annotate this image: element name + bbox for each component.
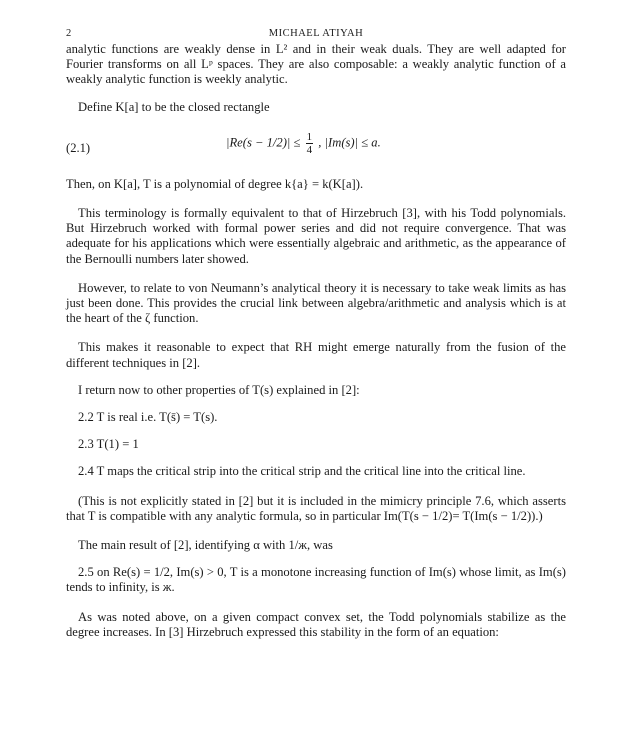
property-2-3: 2.3 T(1) = 1 xyxy=(78,437,139,452)
equation-fraction xyxy=(306,131,314,156)
equation-rhs: , |Im(s)| ≤ a. xyxy=(318,135,381,150)
equation-formula xyxy=(226,131,381,156)
property-2-4: 2.4 T maps the critical strip into the critical strip and the critical line into the critical line. xyxy=(78,464,526,479)
paragraph-define-k: Define K[a] to be the closed rectangle xyxy=(78,99,270,114)
property-2-5: 2.5 on Re(s) = 1/2, Im(s) > 0, T is a monotone increasing function of Im(s) whose limit, as Im(s) tends to infinity, is ж. xyxy=(66,565,566,595)
equation-number: (2.1) xyxy=(66,140,91,155)
paragraph-mimicry-principle: (This is not explicitly stated in [2] but it is included in the mimicry principle 7.6, which asserts that T is compatible with any analytic formula, so in particular Im(T(s − 1/2)= T(Im(s − 1/2)).) xyxy=(66,493,566,523)
paragraph-von-neumann: However, to relate to von Neumann’s analytical theory it is necessary to take weak limits as has just been done. This provides the crucial link between algebra/arithmetic and analysis which is at the heart of the ζ function. xyxy=(66,280,566,326)
paragraph-rh-fusion: This makes it reasonable to expect that RH might emerge naturally from the fusion of the different techniques in [2]. xyxy=(66,340,566,370)
page-number: 2 xyxy=(66,28,72,39)
property-2-2: 2.2 T is real i.e. T(s̄) = T(s). xyxy=(78,410,218,425)
running-title: MICHAEL ATIYAH xyxy=(268,28,364,39)
fraction-numerator: 1 xyxy=(306,130,313,143)
paper-page xyxy=(66,26,566,640)
paragraph-weakly-analytic: analytic functions are weakly dense in L² and in their weak duals. They are well adapted for Fourier transforms on all Lᵖ spaces. They are also composable: a weakly analytic function of a weakly analytic function is weekly analytic. xyxy=(66,42,566,87)
fraction-denominator: 4 xyxy=(306,143,313,156)
paragraph-other-properties: I return now to other properties of T(s) explained in [2]: xyxy=(78,382,360,397)
equation-2-1 xyxy=(66,121,566,177)
paragraph-main-result: The main result of [2], identifying α with 1/ж, was xyxy=(78,538,333,553)
page-header xyxy=(66,26,566,42)
equation-lhs: |Re(s − 1/2)| ≤ xyxy=(226,135,301,150)
paragraph-polynomial-degree: Then, on K[a], T is a polynomial of degree k{a} = k(K[a]). xyxy=(66,176,364,191)
paragraph-todd-stability: As was noted above, on a given compact convex set, the Todd polynomials stabilize as the degree increases. In [3] Hirzebruch expressed this stability in the form of an equation: xyxy=(66,609,566,639)
paragraph-hirzebruch: This terminology is formally equivalent to that of Hirzebruch [3], with his Todd polynomials. But Hirzebruch worked with formal power series and did not require convergence. That was adequate for his applications which were essentially algebraic and arithmetic, as the appearance of the Bernoulli numbers later showed. xyxy=(66,206,566,266)
